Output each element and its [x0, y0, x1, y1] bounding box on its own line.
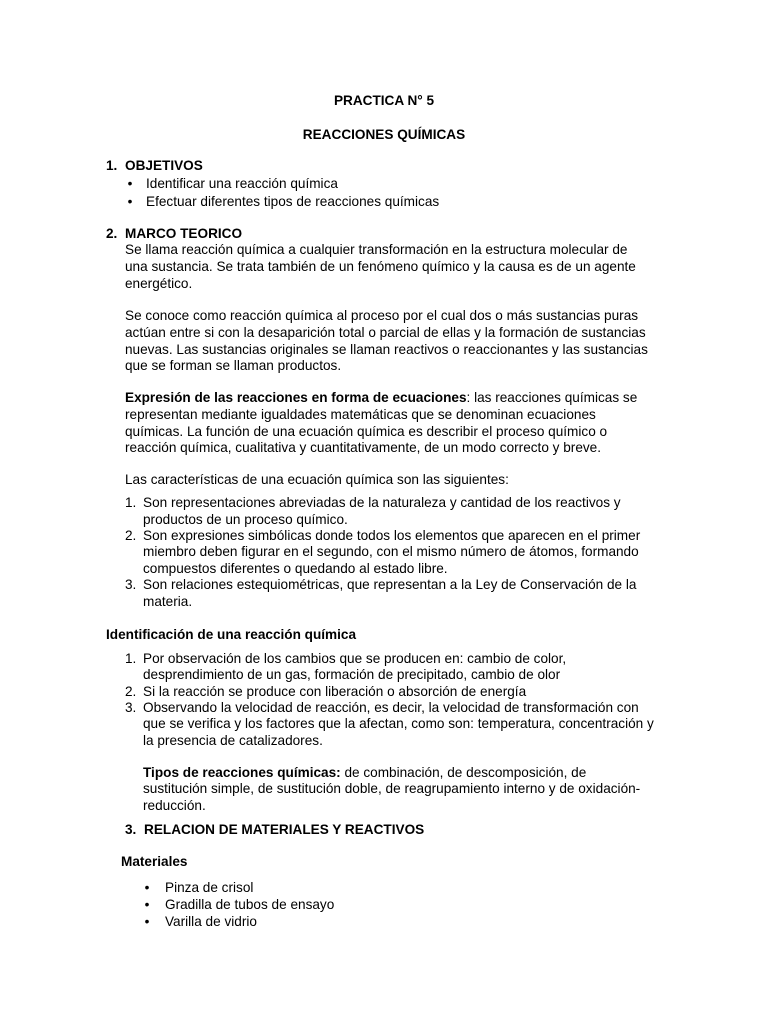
list-item-line: materia.: [143, 594, 193, 609]
section-number: 1.: [106, 158, 118, 173]
tipos-rest-text: de combinación, de descomposición, de: [340, 765, 587, 780]
list-number: 1.: [125, 495, 137, 510]
identificacion-heading: Identificación de una reacción química: [106, 627, 357, 642]
section-number: 2.: [106, 226, 118, 241]
list-item-line: desprendimiento de un gas, formación de precipitado, cambio de olor: [143, 667, 561, 682]
bullet-icon: •: [144, 880, 150, 895]
objective-item: Efectuar diferentes tipos de reacciones químicas: [146, 194, 440, 209]
paragraph-line: Se conoce como reacción química al proceso por el cual dos o más sustancias puras: [125, 308, 639, 323]
objective-item: Identificar una reacción química: [146, 176, 338, 191]
material-item: Pinza de crisol: [165, 880, 254, 895]
section-marco-teorico-heading: [106, 225, 242, 242]
list-item-line: Observando la velocidad de reacción, es decir, la velocidad de transformación con: [143, 700, 639, 715]
bullet-icon: •: [127, 176, 133, 191]
paragraph-line: que se forman se llaman productos.: [125, 358, 342, 373]
list-item-line: miembro deben figurar en el segundo, con el mismo número de átomos, formando: [143, 544, 639, 559]
list-number: 3.: [125, 577, 137, 592]
material-item: Gradilla de tubos de ensayo: [165, 897, 335, 912]
material-item: Varilla de vidrio: [165, 914, 257, 929]
paragraph-line: Se llama reacción química a cualquier transformación en la estructura molecular de: [125, 242, 628, 257]
paragraph-line: reacción química, cualitativa y cuantitativamente, de un modo correcto y breve.: [125, 440, 602, 455]
section-heading-text: OBJETIVOS: [125, 158, 203, 173]
list-item-line: productos de un proceso químico.: [143, 512, 348, 527]
list-item-line: Son representaciones abreviadas de la naturaleza y cantidad de los reactivos y: [143, 495, 621, 510]
bullet-icon: •: [127, 194, 133, 209]
list-number: 1.: [125, 651, 137, 666]
list-item-line: la presencia de catalizadores.: [143, 733, 323, 748]
caracteristicas-intro: Las características de una ecuación química son las siguientes:: [125, 472, 509, 487]
materiales-heading: Materiales: [121, 854, 188, 869]
list-number: 3.: [125, 700, 137, 715]
paragraph-line: reducción.: [143, 798, 206, 813]
page-subtitle: REACCIONES QUÍMICAS: [302, 127, 466, 142]
section-heading-text: MARCO TEORICO: [125, 226, 243, 241]
list-item-line: compuestos diferentes o quedando al estado libre.: [143, 561, 448, 576]
section-number: 3.: [125, 822, 137, 837]
paragraph-line: actúan entre si con la desaparición total o parcial de ellas y la formación de sustancias: [125, 325, 646, 340]
tipos-bold-text: Tipos de reacciones químicas:: [143, 765, 341, 780]
list-item-line: que se verifica y los factores que la afectan, como son: temperatura, concentración y: [143, 716, 654, 731]
paragraph-line: energético.: [125, 276, 193, 291]
list-number: 2.: [125, 684, 137, 699]
list-item-line: Son expresiones simbólicas donde todos los elementos que aparecen en el primer: [143, 528, 641, 543]
paragraph-line: nuevas. Las sustancias originales se llaman reactivos o reaccionantes y las sustancias: [125, 342, 648, 357]
section-materiales-heading: [125, 821, 424, 838]
tipos-first-line: [143, 764, 586, 781]
section-heading-text: RELACION DE MATERIALES Y REACTIVOS: [144, 822, 425, 837]
section-objetivos-heading: [106, 157, 203, 174]
list-number: 2.: [125, 528, 137, 543]
page-title: PRACTICA N° 5: [333, 93, 435, 108]
bullet-icon: •: [144, 914, 150, 929]
list-item-line: Por observación de los cambios que se producen en: cambio de color,: [143, 651, 567, 666]
expresion-first-line: [125, 389, 637, 406]
expresion-rest-text: : las reacciones químicas se: [466, 390, 638, 405]
paragraph-line: químicas. La función de una ecuación química es describir el proceso químico o: [125, 424, 608, 439]
paragraph-line: sustitución simple, de sustitución doble, de reagrupamiento interno y de oxidación-: [143, 781, 641, 796]
paragraph-line: una sustancia. Se trata también de un fenómeno químico y la causa es de un agente: [125, 259, 636, 274]
expresion-bold-text: Expresión de las reacciones en forma de ecuaciones: [125, 390, 467, 405]
bullet-icon: •: [144, 897, 150, 912]
list-item-line: Son relaciones estequiométricas, que representan a la Ley de Conservación de la: [143, 577, 637, 592]
list-item-line: Si la reacción se produce con liberación o absorción de energía: [143, 684, 527, 699]
paragraph-line: representan mediante igualdades matemáticas que se denominan ecuaciones: [125, 407, 596, 422]
